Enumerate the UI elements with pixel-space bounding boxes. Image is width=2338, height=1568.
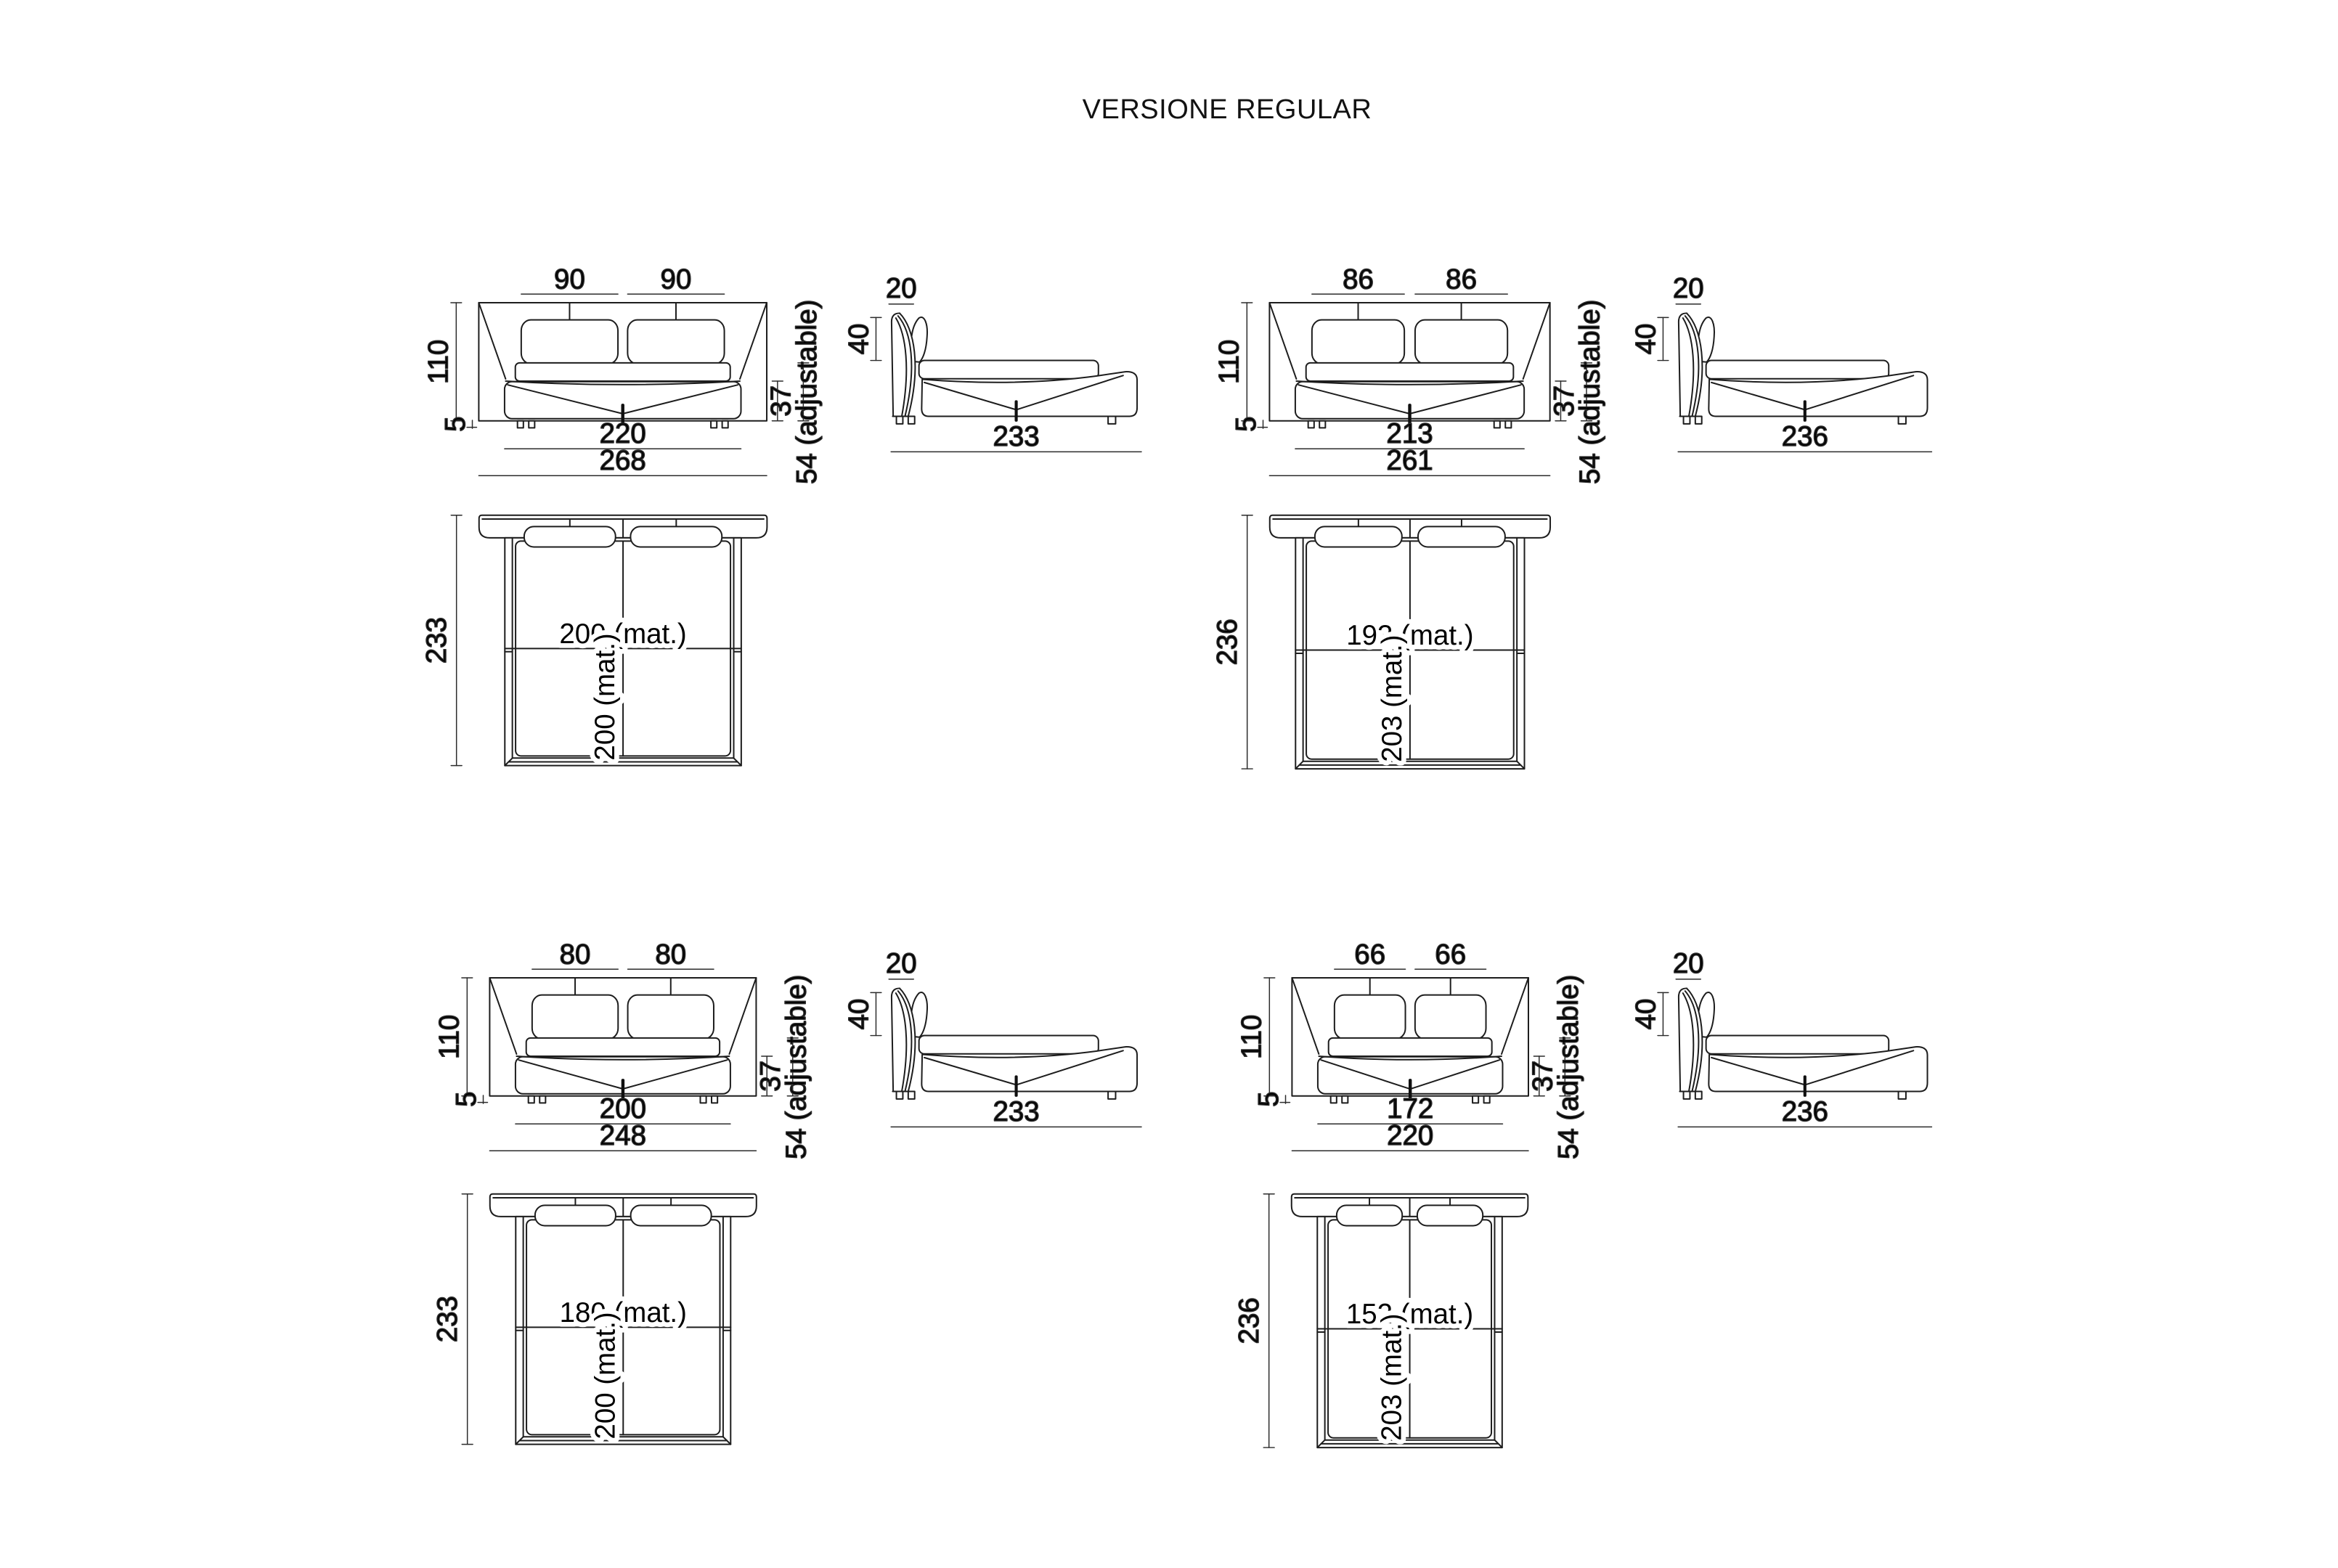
bed-front-linework (489, 978, 756, 1103)
dim-label-total-depth: 236 (1211, 618, 1243, 666)
mattress (526, 1038, 720, 1056)
bed-front-linework (479, 303, 767, 428)
dim-label-mattress-height: 54 (adjustable) (791, 299, 823, 485)
mattress (1306, 363, 1514, 381)
headboard-slant-left (489, 978, 516, 1054)
foot (1695, 417, 1702, 424)
dim-label-pillow-height: 40 (843, 323, 875, 355)
dim-label-mattress-height: 54 (adjustable) (1552, 974, 1584, 1160)
plan-view (1225, 1183, 1605, 1484)
dim-label-base-height: 37 (755, 1061, 787, 1092)
dim-label-pillow-left: 66 (1354, 939, 1385, 971)
side-mattress (918, 1036, 1098, 1054)
bed-side-linework (1679, 989, 1928, 1099)
foot (1494, 421, 1500, 428)
dim-label-total-depth: 233 (420, 617, 452, 664)
dim-label-mattress-depth: 203 (mat.) (1377, 634, 1409, 762)
dim-label-total-width: 220 (1386, 1120, 1434, 1152)
dim-label-mattress-width: 200 (mat.) (559, 618, 687, 650)
foot (908, 1092, 915, 1099)
dim-label-bed-width: 172 (1386, 1093, 1434, 1125)
headboard-slant-left (1270, 303, 1297, 379)
dim-label-pillow-right: 86 (1446, 264, 1478, 295)
side-center-strap (1014, 1076, 1017, 1098)
dim-label-pillow-right: 66 (1435, 939, 1466, 971)
foot (711, 421, 717, 428)
dim-label-mattress-width: 180 (mat.) (559, 1297, 687, 1329)
side-mattress (918, 361, 1098, 379)
dim-label-feet: 5 (1252, 1091, 1284, 1107)
dim-label-headboard-depth: 20 (885, 273, 917, 305)
side-view (843, 948, 1171, 1155)
foot (722, 421, 728, 428)
foot (896, 1092, 903, 1099)
foot (529, 1096, 534, 1103)
pillow-left (1335, 995, 1406, 1040)
pillow-left (532, 995, 618, 1040)
pillow-left (1312, 320, 1404, 364)
dim-label-base-height: 37 (765, 385, 797, 417)
plan-pillow-left (1337, 1206, 1402, 1226)
pillow-right (628, 995, 714, 1040)
foot (529, 421, 534, 428)
dim-label-total-depth: 236 (1234, 1297, 1266, 1344)
headboard-slant-right (1502, 978, 1528, 1054)
dim-label-bed-width: 220 (599, 418, 647, 450)
dim-label-pillow-height: 40 (843, 998, 875, 1030)
foot (701, 1096, 706, 1103)
dim-label-feet: 5 (1231, 416, 1263, 432)
plan-pillow-left (1315, 527, 1402, 547)
headboard-slant-right (730, 978, 757, 1054)
dim-label-headboard-depth: 20 (885, 948, 917, 980)
plan-pillow-right (630, 1206, 711, 1226)
foot (1473, 1096, 1478, 1103)
dim-label-total-length: 233 (993, 1096, 1040, 1128)
front-view (1184, 247, 1653, 508)
foot (1108, 1092, 1115, 1099)
dim-label-pillow-right: 90 (660, 264, 692, 295)
foot (1320, 421, 1326, 428)
dim-label-pillow-left: 86 (1343, 264, 1374, 295)
foot (1898, 1092, 1905, 1099)
foot (1330, 1096, 1336, 1103)
pillow-right (628, 320, 725, 364)
dim-label-total-width: 248 (599, 1120, 647, 1152)
foot (1506, 421, 1512, 428)
foot (1108, 417, 1115, 424)
foot (1898, 417, 1905, 424)
dim-label-pillow-height: 40 (1630, 323, 1662, 355)
plan-pillow-right (1418, 527, 1505, 547)
foot (712, 1096, 717, 1103)
dim-label-mattress-height: 54 (adjustable) (781, 974, 812, 1160)
dim-label-mattress-height: 54 (adjustable) (1575, 299, 1607, 485)
headboard-slant-right (1523, 303, 1550, 379)
dim-label-height: 110 (423, 339, 455, 385)
plan-view (1203, 505, 1628, 805)
plan-pillow-left (524, 527, 616, 547)
dim-label-total-length: 233 (993, 421, 1040, 453)
side-center-strap (1014, 401, 1017, 422)
side-mattress (1706, 361, 1889, 379)
dim-label-headboard-depth: 20 (1672, 948, 1704, 980)
dim-label-height: 110 (1213, 339, 1245, 385)
side-view (843, 273, 1171, 480)
dim-label-base-height: 37 (1549, 385, 1581, 417)
dim-label-mattress-width: 152 (mat.) (1346, 1299, 1474, 1331)
dim-label-pillow-left: 90 (554, 264, 586, 295)
foot (1683, 417, 1690, 424)
pillow-left (521, 320, 618, 364)
dim-label-total-width: 268 (599, 445, 647, 477)
side-center-strap (1804, 1076, 1807, 1098)
side-center-strap (1804, 401, 1807, 422)
side-view (1630, 948, 1958, 1155)
dim-label-pillow-right: 80 (655, 939, 687, 971)
front-view (393, 247, 870, 508)
front-view (404, 922, 860, 1183)
dim-label-bed-width: 200 (599, 1093, 647, 1125)
bed-side-linework (892, 989, 1137, 1099)
dim-label-mattress-depth: 200 (mat.) (590, 1312, 622, 1440)
foot (1483, 1096, 1489, 1103)
page-title: VERSIONE REGULAR (1082, 94, 1372, 125)
mattress (1329, 1038, 1492, 1056)
foot (518, 421, 524, 428)
foot (896, 417, 903, 424)
dim-label-total-width: 261 (1386, 445, 1434, 477)
dim-label-height: 110 (1236, 1014, 1268, 1060)
foot (1683, 1092, 1690, 1099)
dim-label-feet: 5 (451, 1091, 483, 1107)
dim-label-mattress-depth: 203 (mat.) (1377, 1313, 1409, 1441)
bed-front-linework (1292, 978, 1528, 1103)
front-view (1206, 922, 1632, 1183)
foot (908, 417, 915, 424)
dim-label-mattress-width: 193 (mat.) (1346, 620, 1474, 652)
bed-side-linework (892, 314, 1137, 424)
headboard-slant-right (740, 303, 767, 379)
dim-label-pillow-left: 80 (559, 939, 591, 971)
dim-label-headboard-depth: 20 (1672, 273, 1704, 305)
headboard-slant-left (479, 303, 506, 379)
headboard-slant-left (1292, 978, 1319, 1054)
side-view (1630, 273, 1958, 480)
side-mattress (1706, 1036, 1889, 1054)
dim-label-mattress-depth: 200 (mat.) (590, 633, 622, 761)
foot (539, 1096, 545, 1103)
foot (1695, 1092, 1702, 1099)
dim-label-feet: 5 (440, 416, 472, 432)
dim-label-height: 110 (433, 1014, 465, 1060)
dim-label-total-length: 236 (1781, 421, 1828, 453)
pillow-right (1415, 320, 1507, 364)
plan-pillow-right (630, 527, 722, 547)
dim-label-total-depth: 233 (431, 1296, 463, 1343)
foot (1308, 421, 1314, 428)
foot (1342, 1096, 1348, 1103)
pillow-right (1415, 995, 1486, 1040)
dim-label-pillow-height: 40 (1630, 998, 1662, 1030)
dim-label-base-height: 37 (1527, 1061, 1559, 1092)
mattress (516, 363, 730, 381)
plan-pillow-left (535, 1206, 616, 1226)
bed-side-linework (1679, 314, 1928, 424)
dim-label-bed-width: 213 (1386, 418, 1434, 450)
plan-view (423, 1183, 834, 1481)
plan-pillow-right (1417, 1206, 1483, 1226)
plan-view (412, 505, 844, 802)
dim-label-total-length: 236 (1781, 1096, 1828, 1128)
bed-front-linework (1270, 303, 1550, 428)
